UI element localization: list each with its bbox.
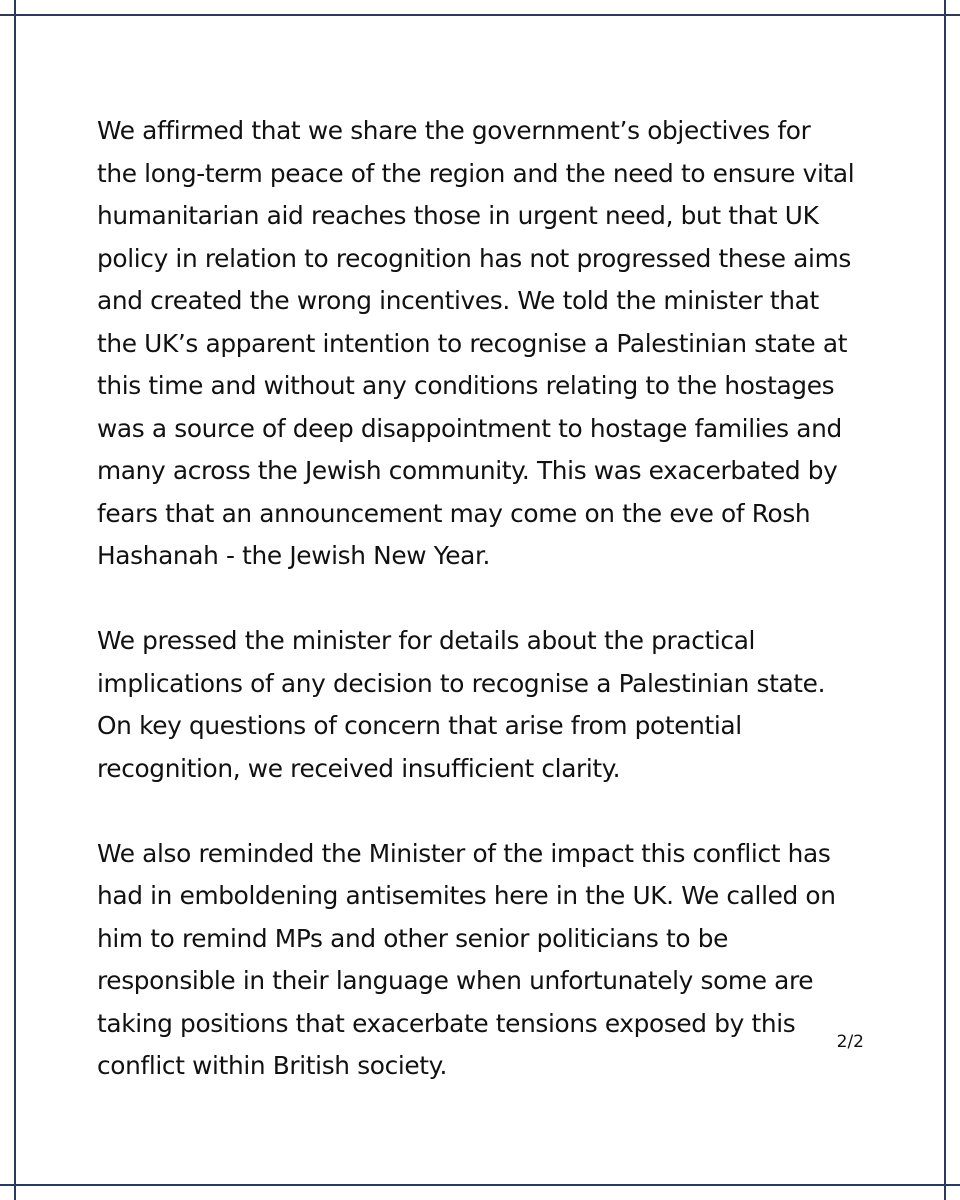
frame-line-right — [944, 0, 946, 1200]
text-line: humanitarian aid reaches those in urgent need, but that UK — [97, 201, 819, 230]
text-line: was a source of deep disappointment to hostage families and — [97, 413, 842, 443]
text-line: We pressed the minister for details about the practical — [97, 626, 756, 655]
text-line: taking positions that exacerbate tensions exposed by this — [97, 1008, 796, 1038]
page-number: 2/2 — [836, 1032, 864, 1052]
text-line: had in emboldening antisemites here in the UK. We called on — [97, 881, 836, 910]
text-line: him to remind MPs and other senior politicians to be — [97, 923, 729, 953]
frame-line-bottom — [0, 1184, 960, 1186]
text-line: the UK’s apparent intention to recognise a Palestinian state at — [97, 328, 848, 358]
frame-line-top — [0, 14, 960, 16]
paragraph-1 — [97, 110, 872, 578]
text-line: On key questions of concern that arise from potential — [97, 711, 742, 740]
text-line: We also reminded the Minister of the impact this conflict has — [97, 838, 831, 868]
text-line: fears that an announcement may come on the eve of Rosh — [97, 498, 811, 528]
statement-body — [97, 110, 872, 1088]
text-line: many across the Jewish community. This was exacerbated by — [97, 456, 838, 485]
text-line: conflict within British society. — [97, 1051, 448, 1080]
paragraph-3 — [97, 833, 872, 1088]
paragraph-2 — [97, 620, 872, 790]
text-line: and created the wrong incentives. We told the minister that — [97, 286, 819, 315]
text-line: We affirmed that we share the government’s objectives for — [97, 116, 811, 145]
text-line: policy in relation to recognition has not progressed these aims — [97, 243, 851, 273]
text-line: implications of any decision to recognise a Palestinian state. — [97, 668, 826, 698]
text-line: responsible in their language when unfortunately some are — [97, 966, 814, 995]
text-line: this time and without any conditions relating to the hostages — [97, 371, 835, 400]
text-line: the long-term peace of the region and the need to ensure vital — [97, 158, 855, 188]
text-line: recognition, we received insufficient clarity. — [97, 753, 621, 783]
text-line: Hashanah - the Jewish New Year. — [97, 541, 491, 570]
frame-line-left — [14, 0, 16, 1200]
